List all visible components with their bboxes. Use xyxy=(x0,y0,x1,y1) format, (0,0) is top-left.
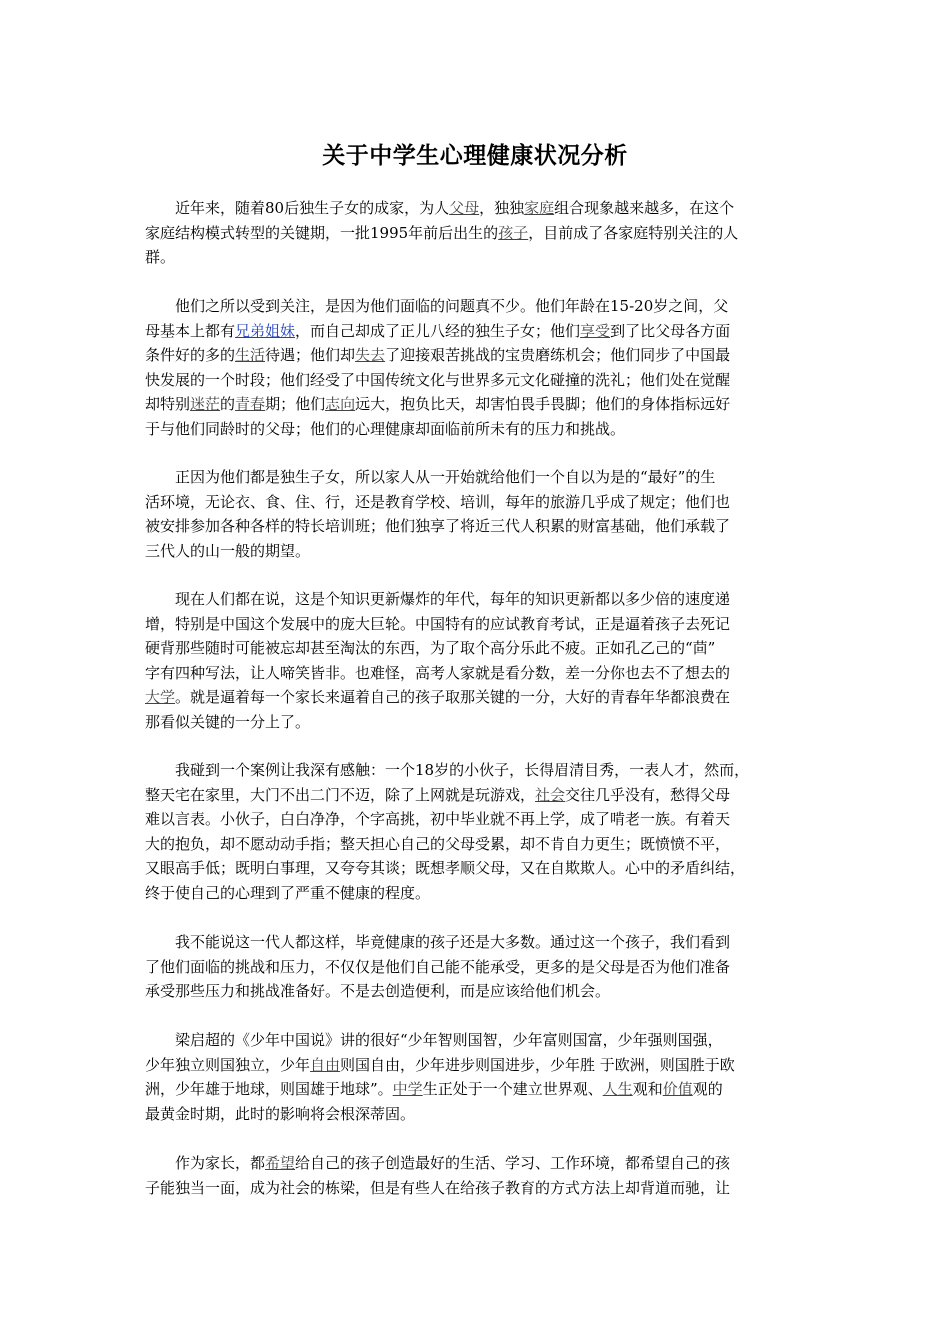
text-line xyxy=(145,490,815,515)
text-line xyxy=(145,979,815,1004)
paragraph-8 xyxy=(145,1151,815,1200)
text-line xyxy=(145,343,815,368)
text-run: 承受那些压力和挑战准备好。不是去创造便利，而是应该给他们机会。 xyxy=(145,982,611,1000)
text-run: 三代人的山一般的期望。 xyxy=(145,541,311,560)
text-line xyxy=(145,807,815,832)
text-run: 那看似关键的一分上了。 xyxy=(145,712,311,731)
text-run: 期；他们 xyxy=(265,395,326,413)
text-line xyxy=(145,636,815,661)
text-line xyxy=(145,1028,815,1053)
text-run: 到了比父母各方面 xyxy=(610,321,731,340)
document-title: 关于中学生心理健康状况分析 xyxy=(322,143,628,169)
text-run: 我不能说这一代人都这样，毕竟健康的孩子还是大多数。通过这一个孩子，我们看到 xyxy=(145,933,731,951)
text-run: 了他们面临的挑战和压力，不仅仅是他们自己能不能承受，更多的是父母是否为他们准备 xyxy=(145,957,731,976)
text-line xyxy=(145,832,815,857)
text-run: 现在人们都在说，这是个知识更新爆炸的年代，每年的知识更新都以多少倍的速度递 xyxy=(145,590,731,608)
text-line xyxy=(145,856,815,881)
text-run: ，而自己却成了正儿八经的独生子女；他们 xyxy=(295,321,581,340)
text-line xyxy=(145,1077,815,1102)
keyword-link[interactable]: 人生 xyxy=(602,1080,633,1098)
text-run: 大的抱负，却不愿动动手指；整天担心自己的父母受累，却不肯自力更生；既愤愤不平， xyxy=(145,834,731,853)
text-line xyxy=(145,881,815,906)
keyword-link[interactable]: 父母 xyxy=(449,199,480,217)
paragraph-7 xyxy=(145,1028,815,1126)
text-run: 观的 xyxy=(692,1080,723,1098)
text-run: 梁启超的《少年中国说》讲的很好“少年智则国智，少年富则国富，少年强则国强， xyxy=(145,1031,723,1049)
keyword-link[interactable]: 中学 xyxy=(392,1080,423,1098)
paragraph-3 xyxy=(145,465,815,563)
keyword-link[interactable]: 自由 xyxy=(310,1055,341,1074)
text-run: 则国自由，少年进步则国进步，少年胜 于欧洲，则国胜于欧 xyxy=(340,1055,735,1074)
keyword-link[interactable]: 大学 xyxy=(145,688,176,706)
text-line xyxy=(145,319,815,344)
text-line xyxy=(145,514,815,539)
text-line xyxy=(145,294,815,319)
text-run: 生正处于一个建立世界观、 xyxy=(422,1080,603,1098)
text-run: 却特别 xyxy=(145,395,191,413)
paragraph-2 xyxy=(145,294,815,441)
text-run: ，独独 xyxy=(479,199,525,217)
text-line xyxy=(145,1176,815,1201)
text-run: 难以言表。小伙子，白白净净，个字高挑，初中毕业就不再上学，成了啃老一族。有着天 xyxy=(145,810,731,828)
keyword-link[interactable]: 兄弟姐妹 xyxy=(235,321,296,340)
text-line xyxy=(145,587,815,612)
text-line xyxy=(145,1151,815,1176)
keyword-link[interactable]: 希望 xyxy=(265,1154,296,1172)
text-run: 他们之所以受到关注，是因为他们面临的问题真不少。他们年龄在15-20岁之间，父 xyxy=(145,297,729,315)
text-run: 子能独当一面，成为社会的栋梁，但是有些人在给孩子教育的方式方法上却背道而驰，让 xyxy=(145,1178,731,1197)
text-line xyxy=(145,783,815,808)
keyword-link[interactable]: 生活 xyxy=(235,346,266,364)
text-run: 于与他们同龄时的父母；他们的心理健康却面临前所未有的压力和挑战。 xyxy=(145,419,626,438)
text-line xyxy=(145,955,815,980)
keyword-link[interactable]: 志向 xyxy=(325,395,356,413)
text-run: 作为家长，都 xyxy=(145,1154,266,1172)
text-run: 最黄金时期，此时的影响将会根深蒂固。 xyxy=(145,1104,416,1123)
text-run: 交往几乎没有，愁得父母 xyxy=(565,785,731,804)
text-run: 母基本上都有 xyxy=(145,321,236,340)
text-run: 快发展的一个时段；他们经受了中国传统文化与世界多元文化碰撞的洗礼；他们处在觉醒 xyxy=(145,370,731,389)
keyword-link[interactable]: 享受 xyxy=(580,321,611,340)
text-line xyxy=(145,612,815,637)
keyword-link[interactable]: 孩子 xyxy=(498,223,529,242)
text-run: 给自己的孩子创造最好的生活、学习、工作环境，都希望自己的孩 xyxy=(295,1154,731,1172)
paragraph-5 xyxy=(145,758,815,905)
text-line xyxy=(145,661,815,686)
text-run: 又眼高手低；既明白事理，又夸夸其谈；既想孝顺父母，又在自欺欺人。心中的矛盾纠结， xyxy=(145,859,746,877)
text-run: 整天宅在家里，大门不出二门不迈，除了上网就是玩游戏， xyxy=(145,785,536,804)
text-line xyxy=(145,930,815,955)
text-run: 观和 xyxy=(632,1080,663,1098)
text-run: 待遇；他们却 xyxy=(265,346,356,364)
text-line xyxy=(145,417,815,442)
text-run: 的 xyxy=(220,395,236,413)
text-line xyxy=(145,710,815,735)
paragraph-1 xyxy=(145,196,815,270)
text-run: 活环境，无论衣、食、住、行，还是教育学校、培训，每年的旅游几乎成了规定；他们也 xyxy=(145,492,731,511)
keyword-link[interactable]: 家庭 xyxy=(524,199,555,217)
text-line xyxy=(145,685,815,710)
keyword-link[interactable]: 失去 xyxy=(355,346,386,364)
text-run: 家庭结构模式转型的关键期，一批1995年前后出生的 xyxy=(145,223,499,242)
text-run: 字有四种写法，让人啼笑皆非。也难怪，高考人家就是看分数，差一分你也去不了想去的 xyxy=(145,663,731,682)
text-run: 终于使自己的心理到了严重不健康的程度。 xyxy=(145,883,431,902)
text-run: 我碰到一个案例让我深有感触：一个18岁的小伙子，长得眉清目秀，一表人才，然而， xyxy=(145,761,750,779)
text-run: 洲，少年雄于地球，则国雄于地球”。 xyxy=(145,1080,393,1098)
text-line xyxy=(145,392,815,417)
text-run: 组合现象越来越多，在这个 xyxy=(554,199,735,217)
text-run: 远大，抱负比天，却害怕畏手畏脚；他们的身体指标远好 xyxy=(355,395,731,413)
text-line xyxy=(145,539,815,564)
text-line xyxy=(145,1102,815,1127)
text-line xyxy=(145,196,815,221)
text-run: 条件好的多的 xyxy=(145,346,236,364)
text-line xyxy=(145,1053,815,1078)
text-run: 增，特别是中国这个发展中的庞大巨轮。中国特有的应试教育考试，正是逼着孩子去死记 xyxy=(145,614,731,633)
paragraph-6 xyxy=(145,930,815,1004)
text-line xyxy=(145,221,815,246)
paragraph-4 xyxy=(145,587,815,734)
text-run: ，目前成了各家庭特别关注的人 xyxy=(528,223,739,242)
keyword-link[interactable]: 价值 xyxy=(662,1080,693,1098)
text-line xyxy=(145,758,815,783)
text-run: 少年独立则国独立，少年 xyxy=(145,1055,311,1074)
keyword-link[interactable]: 青春 xyxy=(235,395,266,413)
text-run: 群。 xyxy=(145,248,176,266)
text-run: 近年来，随着80后独生子女的成家，为人 xyxy=(145,199,450,217)
keyword-link[interactable]: 迷茫 xyxy=(190,395,221,413)
text-run: 正因为他们都是独生子女，所以家人从一开始就给他们一个自以为是的“最好”的生 xyxy=(145,468,716,486)
text-line xyxy=(145,368,815,393)
keyword-link[interactable]: 社会 xyxy=(535,785,566,804)
text-line xyxy=(145,245,815,270)
text-run: 被安排参加各种各样的特长培训班；他们独享了将近三代人积累的财富基础，他们承载了 xyxy=(145,517,731,535)
text-run: 了迎接艰苦挑战的宝贵磨练机会；他们同步了中国最 xyxy=(385,346,731,364)
text-run: 。就是逼着每一个家长来逼着自己的孩子取那关键的一分，大好的青春年华都浪费在 xyxy=(175,688,731,706)
text-run: 硬背那些随时可能被忘却甚至淘汰的东西，为了取个高分乐此不疲。正如孔乙己的“茴” xyxy=(145,639,716,657)
text-line xyxy=(145,465,815,490)
